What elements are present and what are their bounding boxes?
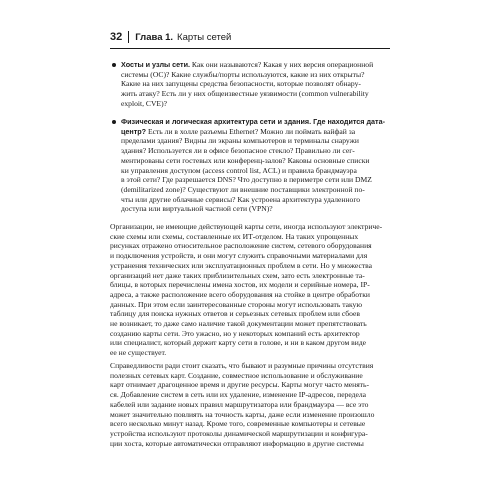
text-line: Какие на них запущены средства безопасности, которые позволят обнару-: [121, 79, 361, 89]
text-line: ее не существует.: [110, 348, 167, 358]
bullet-lead: центр?: [121, 126, 147, 136]
text-line: Справедливости ради стоит сказать, что бывают и разумные причины отсутствия: [110, 361, 374, 370]
text-line: чты или другие облачные сервисы? Как устроена архитектура удаленного: [121, 194, 361, 204]
text-line: полезных сетевых карт. Создание, совместное использование и обслуживание: [110, 370, 363, 380]
text-fragment: Есть ли в холле разъемы Ethernet? Можно ли поймать вайфай за: [146, 126, 356, 136]
chapter-label: Глава 1.: [135, 31, 174, 43]
bullet-architecture: [121, 117, 390, 214]
text-line: exploit, CVE)?: [121, 98, 167, 108]
text-line: карт отнимает драгоценное время и другие ресурсы. Карты могут часто менять-: [110, 380, 369, 390]
bullet-lead: Физическая и логическая архитектура сети и здания. Где находится дата-: [121, 117, 385, 126]
text-line: данных. При этом если заинтересованные стороны могут использовать такую: [110, 299, 363, 309]
text-line: не возникает, то даже само наличие такой документации может препятствовать: [110, 319, 367, 329]
text-line: может значительно повлиять на точность карты, даже если изменение произошло: [110, 409, 375, 419]
text-line: и подключения устройств, и они могут служить справочными материалами для: [110, 251, 368, 261]
text-line: пределами здания? Видны ли экраны компьютеров и терминалы снаружи: [121, 136, 359, 146]
text-line: жить атаку? Есть ли у них общеизвестные уязвимости (common vulnerability: [121, 89, 369, 99]
text-line: в этой сети? Где разрешается DNS? Что доступно в периметре сети или DMZ: [121, 175, 372, 185]
text-line: Организации, не имеющие действующей карты сети, иногда используют электриче-: [110, 222, 383, 231]
text-line: таблицу для поиска нужных ответов и серьезных сетевых проблем или сбоев: [110, 309, 361, 319]
page-number: 32: [110, 31, 123, 43]
bullet-marker: [112, 63, 116, 67]
text-line: ские схемы или схемы, составленные их ИТ-отделом. На таких упрощенных: [110, 231, 359, 241]
text-line: (demilitarized zone)? Существуют ли внешние поставщики электронной по-: [121, 184, 365, 194]
header-separator: [128, 31, 129, 43]
text-line: [121, 127, 390, 137]
text-line: созданию карты сети. Это ужасно, но у некоторых компаний есть архитектор: [110, 328, 360, 338]
text-line: системы (ОС)? Какие службы/порты используются, какие из них открыты?: [121, 69, 365, 79]
text-line: здания? Используется ли в офисе безопасное стекло? Правильно ли сег-: [121, 146, 355, 156]
text-line: всего несколько минут назад. Кроме того, современные компьютеры и сетевые: [110, 419, 366, 429]
text-line: ментированы сети гостевых или конференц-залов? Каковы основные списки: [121, 155, 370, 165]
paragraph-2: [110, 361, 390, 448]
text-line: ки управления доступом (access control list, ACL) и правила брандмауэра: [121, 165, 357, 175]
text-line: [121, 60, 390, 70]
text-line: адреса, а также расположение всего оборудования на стойке в центре обработки: [110, 289, 370, 299]
bullet-lead: Хосты и узлы сети.: [121, 60, 190, 69]
text-line: доступа или виртуальной частной сети (VPN)?: [121, 204, 273, 214]
bullet-marker: [112, 120, 116, 124]
text-fragment: Как они называются? Какая у них версия операционной: [189, 60, 374, 69]
text-line: устранения технических или эксплуатационных проблем в сети. Но у множества: [110, 260, 373, 270]
paragraph-1: [110, 222, 390, 358]
header-rule: [110, 48, 390, 49]
text-line: или специалист, который держит карту сети в голове, и ни в каком другом виде: [110, 338, 367, 348]
text-line: ции хоста, которые автоматически отправляют информацию в другие системы: [110, 438, 364, 448]
text-line: организаций нет даже таких приблизительных схем, зато есть электронные та-: [110, 270, 365, 280]
text-line: кабелей или задание новых правил маршрутизатора или брандмауэра — все это: [110, 399, 369, 409]
running-header: [110, 30, 390, 44]
chapter-title: Карты сетей: [177, 31, 232, 43]
bullet-hosts: [121, 60, 390, 109]
text-line: рисунках отражено относительное расположение систем, сетевого оборудования: [110, 241, 372, 251]
text-line: блицы, в которых перечислены имена хостов, их модели и серийные номера, IP-: [110, 280, 370, 290]
text-line: устройства используют протоколы динамической маршрутизации и конфигура-: [110, 428, 368, 438]
text-line: ся. Добавление систем в сеть или их удаление, изменение IP-адресов, передела: [110, 390, 367, 400]
